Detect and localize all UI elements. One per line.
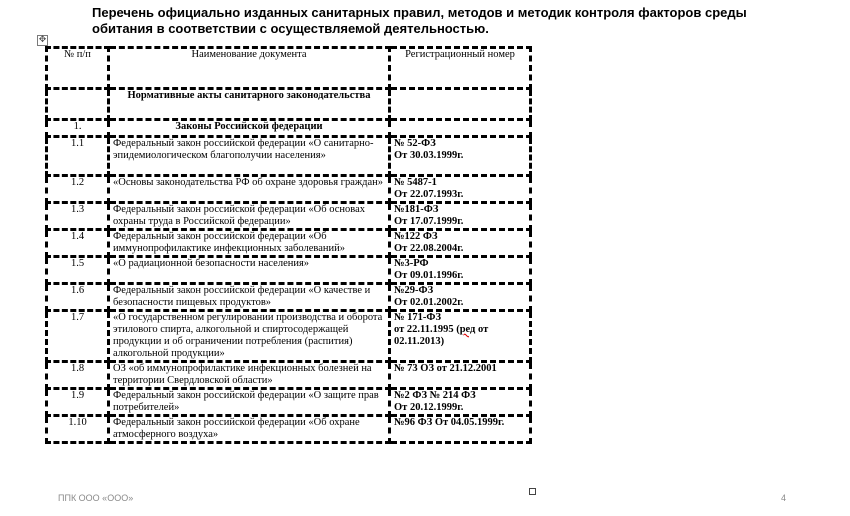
table-row: 1.4 Федеральный закон российской федерации «Об иммунопрофилактике инфекционных заболеваний» №122 ФЗ От 22.08.2004г. bbox=[47, 230, 531, 257]
table-row: 1.1 Федеральный закон российской федерации «О санитарно-эпидемиологическом благополучии населения» № 52-ФЗ От 30.03.1999г. bbox=[47, 137, 531, 176]
document-heading: Перечень официально изданных санитарных правил, методов и методик контроля факторов среды обитания в соответствии с осуществляемой деятельностью. bbox=[92, 5, 747, 36]
regulations-table bbox=[45, 46, 532, 444]
subsection-row bbox=[47, 120, 531, 137]
table-row: 1.10 Федеральный закон российской федерации «Об охране атмосферного воздуха» №96 ФЗ От 04.05.1999г. bbox=[47, 416, 531, 443]
table-header-row bbox=[47, 48, 531, 89]
header-name: Наименование документа bbox=[109, 48, 390, 89]
table-row: 1.9 Федеральный закон российской федерации «О защите прав потребителей» №2 ФЗ № 214 ФЗ От 20.12.1999г. bbox=[47, 389, 531, 416]
header-reg: Регистрационный номер bbox=[390, 48, 531, 89]
table-row: 1.6 Федеральный закон российской федерации «О качестве и безопасности пищевых продуктов» №29-ФЗ От 02.01.2002г. bbox=[47, 284, 531, 311]
table-row: 1.7 «О государственном регулировании производства и оборота этилового спирта, алкогольной и спиртосодержащей продукции и об ограничении потребления (распития) алкогольной продукции» № 171-ФЗ от 22.11.1995 (ред от 02.11.2013) bbox=[47, 311, 531, 362]
header-num: № п/п bbox=[47, 48, 109, 89]
table-row: 1.2 «Основы законодательства РФ об охране здоровья граждан» № 5487-1 От 22.07.1993г. bbox=[47, 176, 531, 203]
table-row: 1.5 «О радиационной безопасности населения» №3-РФ От 09.01.1996г. bbox=[47, 257, 531, 284]
section-row bbox=[47, 89, 531, 120]
table-move-handle-icon[interactable]: ✥ bbox=[38, 35, 47, 45]
table-row: 1.3 Федеральный закон российской федерации «Об основах охраны труда в Российской федерации» №181-ФЗ От 17.07.1999г. bbox=[47, 203, 531, 230]
section-title: Нормативные акты санитарного законодательства bbox=[109, 89, 390, 120]
table-row: 1.8 ОЗ «об иммунопрофилактике инфекционных болезней на территории Свердловской области» № 73 ОЗ от 21.12.2001 bbox=[47, 362, 531, 389]
page-number: 4 bbox=[781, 493, 787, 503]
footer-company: ППК ООО «ООО» bbox=[58, 493, 134, 503]
subsection-num: 1. bbox=[47, 120, 109, 137]
subsection-title: Законы Российской федерации bbox=[109, 120, 390, 137]
table-resize-handle[interactable] bbox=[529, 488, 536, 495]
